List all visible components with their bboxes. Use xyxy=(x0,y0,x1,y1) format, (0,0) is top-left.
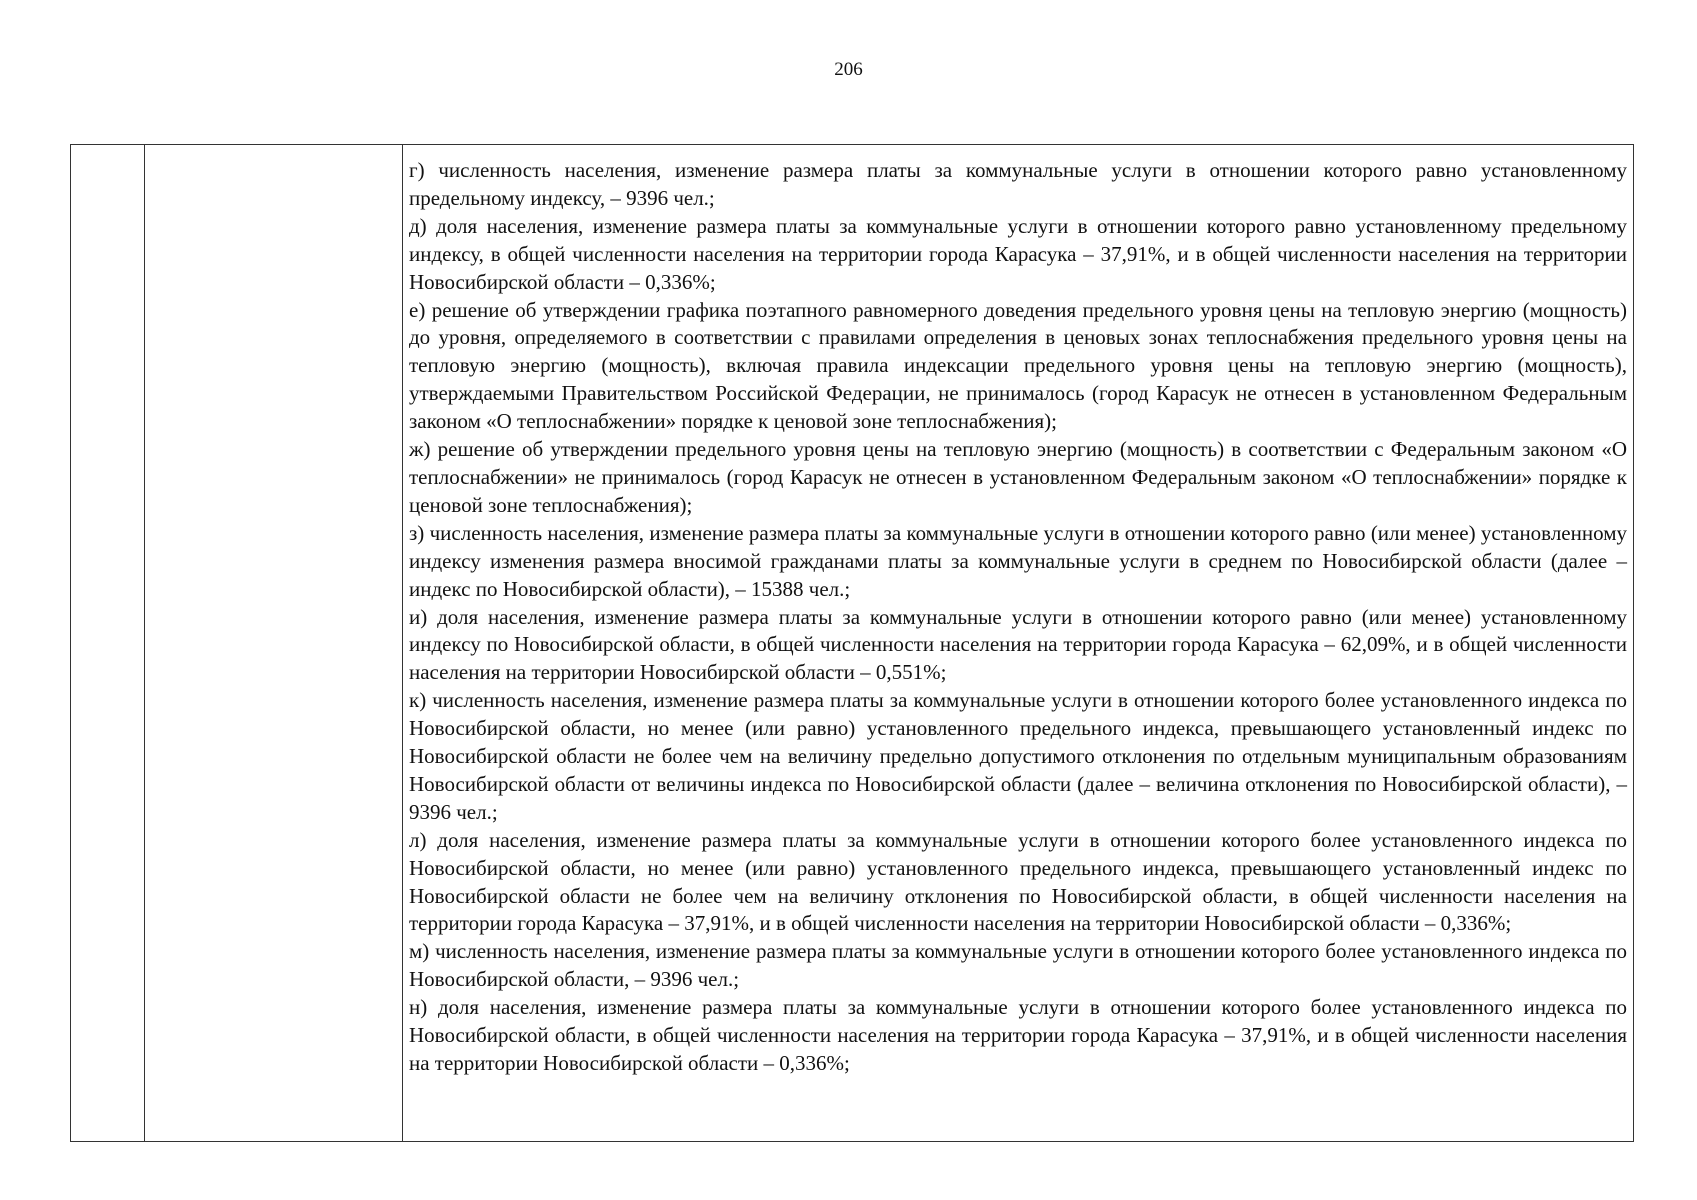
paragraph-k: к) численность населения, изменение размера платы за коммунальные услуги в отношении которого более установленного индекса по Новосибирской области, но менее (или равно) установленного предельного индекса, превышающего установленный индекс по Новосибирской области не более чем на величину предельно допустимого отклонения по отдельным муниципальным образованиям Новосибирской области от величины индекса по Новосибирской области (далее – величина отклонения по Новосибирской области), – 9396 чел.; xyxy=(409,688,1627,824)
document-table xyxy=(70,144,1634,1142)
paragraph-l: л) доля населения, изменение размера платы за коммунальные услуги в отношении которого более установленного индекса по Новосибирской области, но менее (или равно) установленного предельного индекса, превышающего установленный индекс по Новосибирской области не более чем на величину отклонения по Новосибирской области, в общей численности населения на территории города Карасука – 37,91%, и в общей численности населения на территории Новосибирской области – 0,336%; xyxy=(409,827,1627,936)
paragraph-m: м) численность населения, изменение размера платы за коммунальные услуги в отношении которого более установленного индекса по Новосибирской области, – 9396 чел.; xyxy=(409,939,1627,992)
table-cell-number xyxy=(71,145,145,1141)
page-number: 206 xyxy=(834,59,863,80)
paragraph-g: г) численность населения, изменение размера платы за коммунальные услуги в отношении которого равно установленному предельному индексу, – 9396 чел.; xyxy=(409,158,1627,210)
paragraph-zh: ж) решение об утверждении предельного уровня цены на тепловую энергию (мощность) в соответствии с Федеральным законом «О теплоснабжении» не принималось (город Карасук не отнесен в установленном Федеральным законом «О теплоснабжении» порядке к ценовой зоне теплоснабжения); xyxy=(409,437,1627,517)
table-cell-content xyxy=(403,145,1633,1141)
paragraph-d: д) доля населения, изменение размера платы за коммунальные услуги в отношении которого равно установленному предельному индексу, в общей численности населения на территории города Карасука – 37,91%, и в общей численности населения на территории Новосибирской области – 0,336%; xyxy=(409,213,1627,294)
paragraph-z: з) численность населения, изменение размера платы за коммунальные услуги в отношении которого равно (или менее) установленному индексу изменения размера вносимой гражданами платы за коммунальные услуги в среднем по Новосибирской области (далее – индекс по Новосибирской области), – 15388 чел.; xyxy=(409,520,1627,601)
table-cell-name xyxy=(145,145,403,1141)
paragraph-n: н) доля населения, изменение размера платы за коммунальные услуги в отношении которого более установленного индекса по Новосибирской области, в общей численности населения на территории города Карасука – 37,91%, и в общей численности населения на территории Новосибирской области – 0,336%; xyxy=(409,995,1627,1075)
paragraph-i: и) доля населения, изменение размера платы за коммунальные услуги в отношении которого равно (или менее) установленному индексу по Новосибирской области, в общей численности населения на территории города Карасука – 62,09%, и в общей численности населения на территории Новосибирской области – 0,551%; xyxy=(409,604,1627,685)
paragraph-e: е) решение об утверждении графика поэтапного равномерного доведения предельного уровня цены на тепловую энергию (мощность) до уровня, определяемого в соответствии с правилами определения в ценовых зонах теплоснабжения предельного уровня цены на тепловую энергию (мощность), включая правила индексации предельного уровня цены на тепловую энергию (мощность), утверждаемыми Правительством Российской Федерации, не принималось (город Карасук не отнесен в установленном Федеральным законом «О теплоснабжении» порядке к ценовой зоне теплоснабжения); xyxy=(409,297,1627,434)
